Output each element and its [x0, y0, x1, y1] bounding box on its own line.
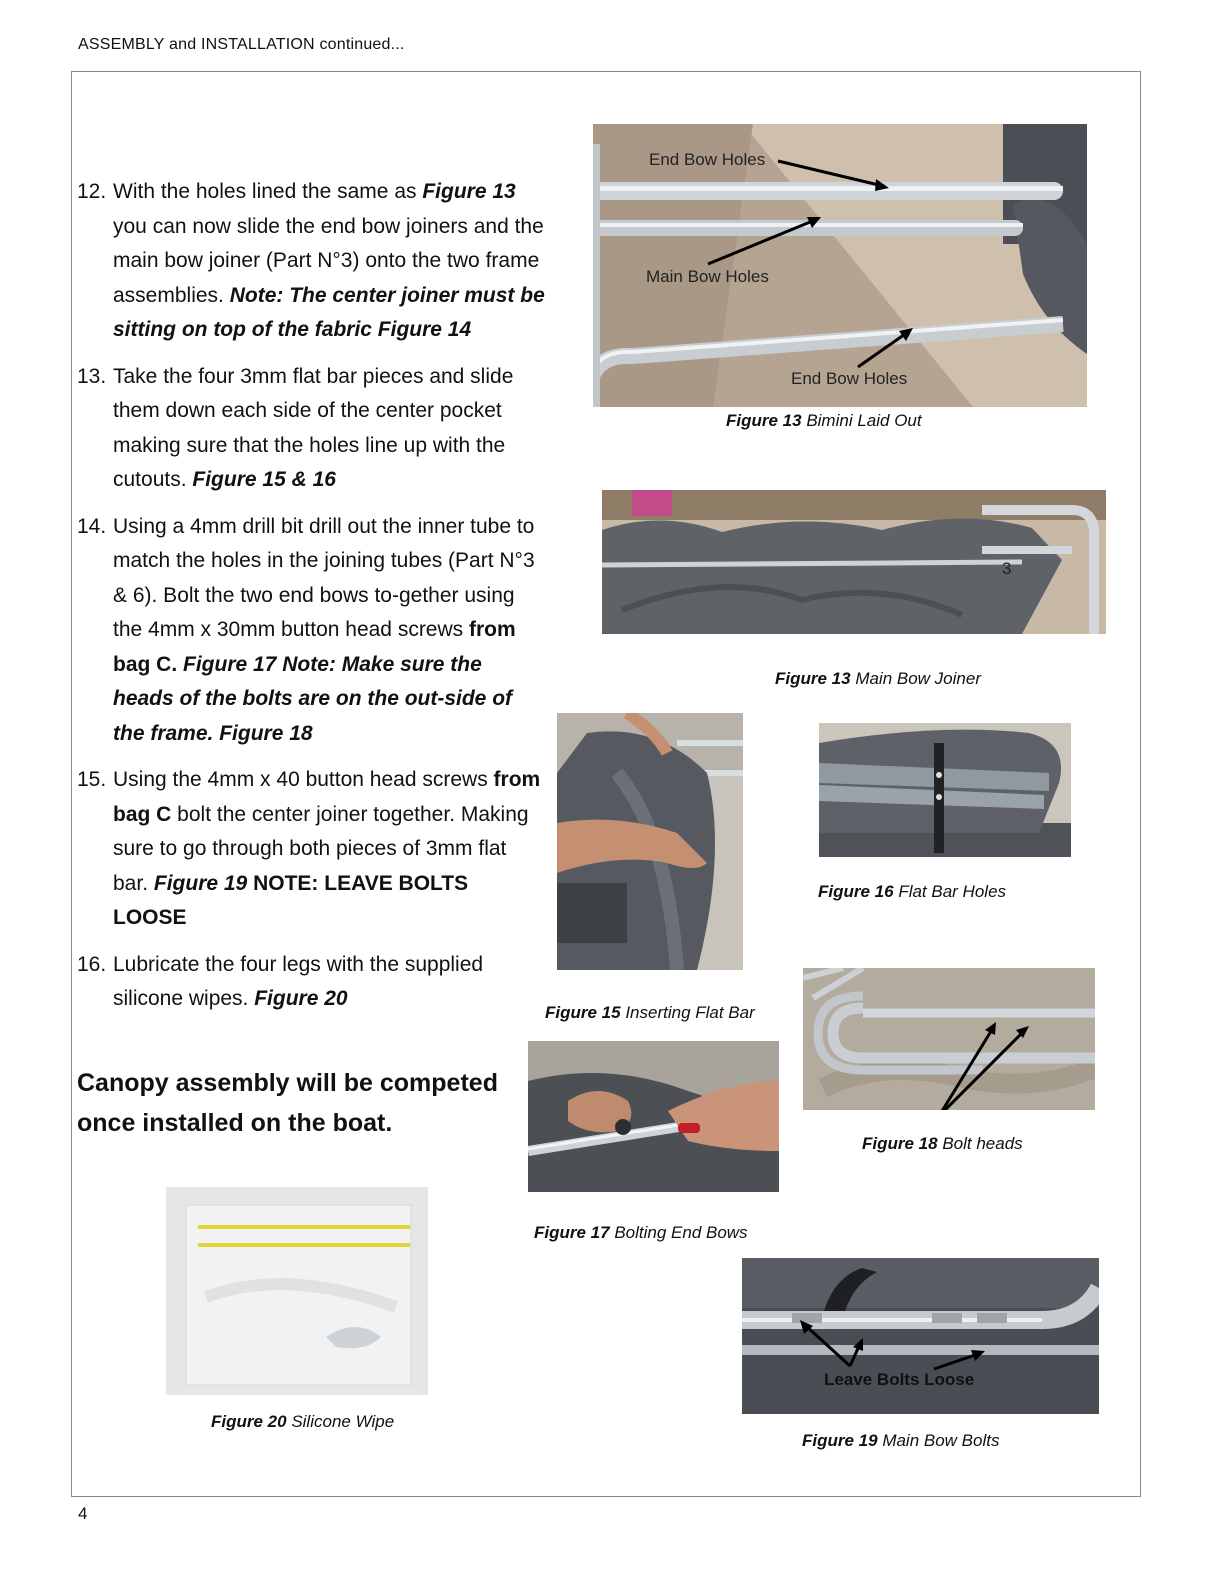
caption-text: Inserting Flat Bar: [620, 1003, 755, 1022]
figure-13-caption: [726, 411, 922, 431]
caption-text: Flat Bar Holes: [893, 882, 1007, 901]
figure-reference: Figure 19: [153, 871, 248, 895]
step-text: With the holes lined the same as: [113, 180, 423, 203]
figure-20-photo: [166, 1187, 428, 1395]
figure-18-photo: [803, 968, 1095, 1110]
step-text: Using the 4mm x 40 button head screws: [113, 768, 494, 791]
step-text: bolt the center joiner together. Making sure to go through both pieces of 3mm flat bar.: [113, 802, 529, 895]
step-note: Note: The center joiner must be sitting on top of the fabric Figure 14: [113, 283, 545, 341]
step-14: [77, 510, 547, 752]
instruction-steps: [77, 175, 547, 1029]
caption-text: Silicone Wipe: [286, 1412, 395, 1431]
caption-label: Figure 15: [545, 1003, 621, 1022]
main-bow-joiner-photo: [602, 490, 1106, 634]
caption-text: Main Bow Joiner: [850, 669, 981, 688]
step-15: [77, 763, 547, 936]
step-13: [77, 360, 547, 498]
caption-label: Figure 18: [862, 1134, 938, 1153]
page-header: ASSEMBLY and INSTALLATION continued...: [78, 36, 405, 53]
figure-17-photo: [528, 1041, 779, 1192]
figure-reference: Figure 17: [183, 652, 277, 676]
caption-label: Figure 13: [726, 411, 802, 430]
figure-19-photo: [742, 1258, 1099, 1414]
closing-statement: Canopy assembly will be competed once installed on the boat.: [77, 1069, 498, 1137]
step-12: [77, 175, 547, 348]
part-number-label: 3: [1002, 559, 1012, 578]
figure-callout: Main Bow Holes: [646, 267, 769, 286]
step-text: Take the four 3mm flat bar pieces and slide them down each side of the center pocket making sure that the holes line up with the cutouts.: [113, 364, 514, 491]
caption-text: Bolt heads: [937, 1134, 1023, 1153]
step-number: 14.: [77, 514, 107, 538]
caption-text: Bimini Laid Out: [801, 411, 922, 430]
caption-label: Figure 20: [211, 1412, 287, 1431]
caption-label: Figure 16: [818, 882, 894, 901]
step-number: 12.: [77, 180, 107, 203]
figure-15-photo: [557, 713, 743, 970]
figure-16-photo: [819, 723, 1071, 857]
page-number: 4: [78, 1504, 88, 1523]
figure-callout: Leave Bolts Loose: [824, 1370, 975, 1389]
figure-reference: Figure 13: [422, 180, 516, 203]
step-bold-text: from bag C.: [113, 618, 516, 676]
figure-reference: Figure 20: [254, 987, 348, 1010]
step-number: 13.: [77, 364, 107, 388]
caption-label: Figure 19: [802, 1431, 878, 1450]
figure-15-caption: [545, 1003, 755, 1023]
figure-19-caption: [802, 1431, 999, 1451]
step-16: [77, 948, 547, 1017]
figure-reference: Figure 15 & 16: [192, 468, 336, 491]
main-bow-joiner-caption: [775, 669, 981, 689]
figure-18-caption: [862, 1134, 1023, 1154]
step-text: you can now slide the end bow joiners and the main bow joiner (Part N°3) onto the two frame assemblies.: [113, 214, 544, 307]
figure-callout: End Bow Holes: [791, 369, 908, 388]
step-text: Using a 4mm drill bit drill out the inner tube to match the holes in the joining tubes (Part N°3 & 6). Bolt the two end bows to-gether using the 4mm x 30mm button head screws: [113, 514, 535, 641]
caption-text: Bolting End Bows: [609, 1223, 748, 1242]
step-text: Lubricate the four legs with the supplied silicone wipes.: [113, 952, 484, 1010]
figure-17-caption: [534, 1223, 748, 1243]
figure-16-caption: [818, 882, 1006, 902]
caption-text: Main Bow Bolts: [877, 1431, 1000, 1450]
step-number: 16.: [77, 952, 107, 976]
step-warning: NOTE: LEAVE BOLTS LOOSE: [113, 871, 469, 929]
step-note: Note: Make sure the heads of the bolts are on the out-side of the frame. Figure 18: [113, 652, 513, 745]
figure-20-caption: [211, 1412, 394, 1432]
figure-callout: End Bow Holes: [649, 150, 766, 169]
caption-label: Figure 17: [534, 1223, 610, 1242]
step-bold-text: from bag C: [113, 768, 541, 826]
step-number: 15.: [77, 768, 107, 791]
caption-label: Figure 13: [775, 669, 851, 688]
